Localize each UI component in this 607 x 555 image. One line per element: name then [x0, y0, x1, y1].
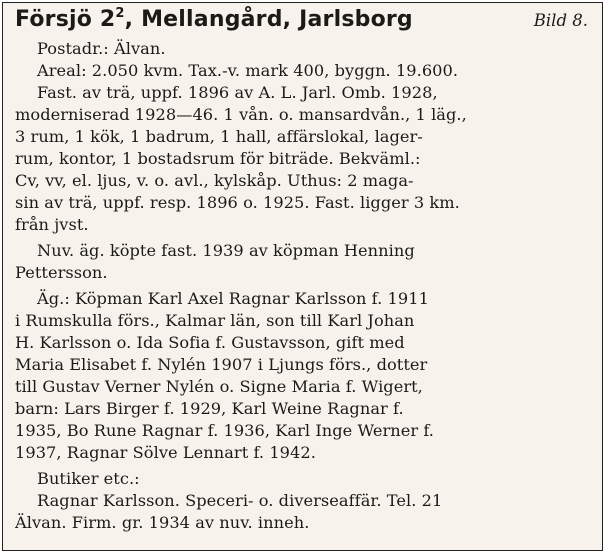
text-line: Pettersson.	[15, 263, 108, 282]
document-page	[2, 2, 603, 551]
text-line: moderniserad 1928—46. 1 vån. o. mansardvån., 1 läg.,	[15, 105, 467, 124]
text-line: 1935, Bo Rune Ragnar f. 1936, Karl Inge Werner f.	[15, 421, 435, 440]
section-heading-shops: Butiker etc.:	[37, 469, 140, 488]
text-line: från jvst.	[15, 215, 89, 234]
property-name: Försjö 2	[15, 7, 116, 32]
property-location: , Mellangård, Jarlsborg	[124, 7, 413, 32]
postal-address: Postadr.: Älvan.	[37, 39, 166, 58]
text-line: 3 rum, 1 kök, 1 badrum, 1 hall, affärslokal, lager-	[15, 127, 423, 146]
property-heading	[15, 7, 413, 33]
text-line: Äg.: Köpman Karl Axel Ragnar Karlsson f. 1911	[37, 289, 429, 308]
text-line: i Rumskulla förs., Kalmar län, son till Karl Johan	[15, 311, 415, 330]
text-line: Cv, vv, el. ljus, v. o. avl., kylskåp. Uthus: 2 maga-	[15, 171, 414, 190]
text-line: rum, kontor, 1 bostadsrum för biträde. Bekväml.:	[15, 149, 421, 168]
text-line: 1937, Ragnar Sölve Lennart f. 1942.	[15, 443, 316, 462]
text-line: barn: Lars Birger f. 1929, Karl Weine Ragnar f.	[15, 399, 404, 418]
text-line: till Gustav Verner Nylén o. Signe Maria f. Wigert,	[15, 377, 423, 396]
area-line: Areal: 2.050 kvm. Tax.-v. mark 400, byggn. 19.600.	[37, 61, 459, 80]
figure-label: Bild 8.	[533, 11, 588, 30]
text-line: Fast. av trä, uppf. 1896 av A. L. Jarl. Omb. 1928,	[37, 83, 438, 102]
property-superscript: 2	[115, 5, 125, 21]
text-line: Älvan. Firm. gr. 1934 av nuv. inneh.	[15, 513, 310, 532]
text-line: Ragnar Karlsson. Speceri- o. diverseaffär. Tel. 21	[37, 491, 443, 510]
text-line: Maria Elisabet f. Nylén 1907 i Ljungs förs., dotter	[15, 355, 428, 374]
text-line: sin av trä, uppf. resp. 1896 o. 1925. Fast. ligger 3 km.	[15, 193, 460, 212]
text-line: H. Karlsson o. Ida Sofia f. Gustavsson, gift med	[15, 333, 405, 352]
text-line: Nuv. äg. köpte fast. 1939 av köpman Henning	[37, 241, 415, 260]
